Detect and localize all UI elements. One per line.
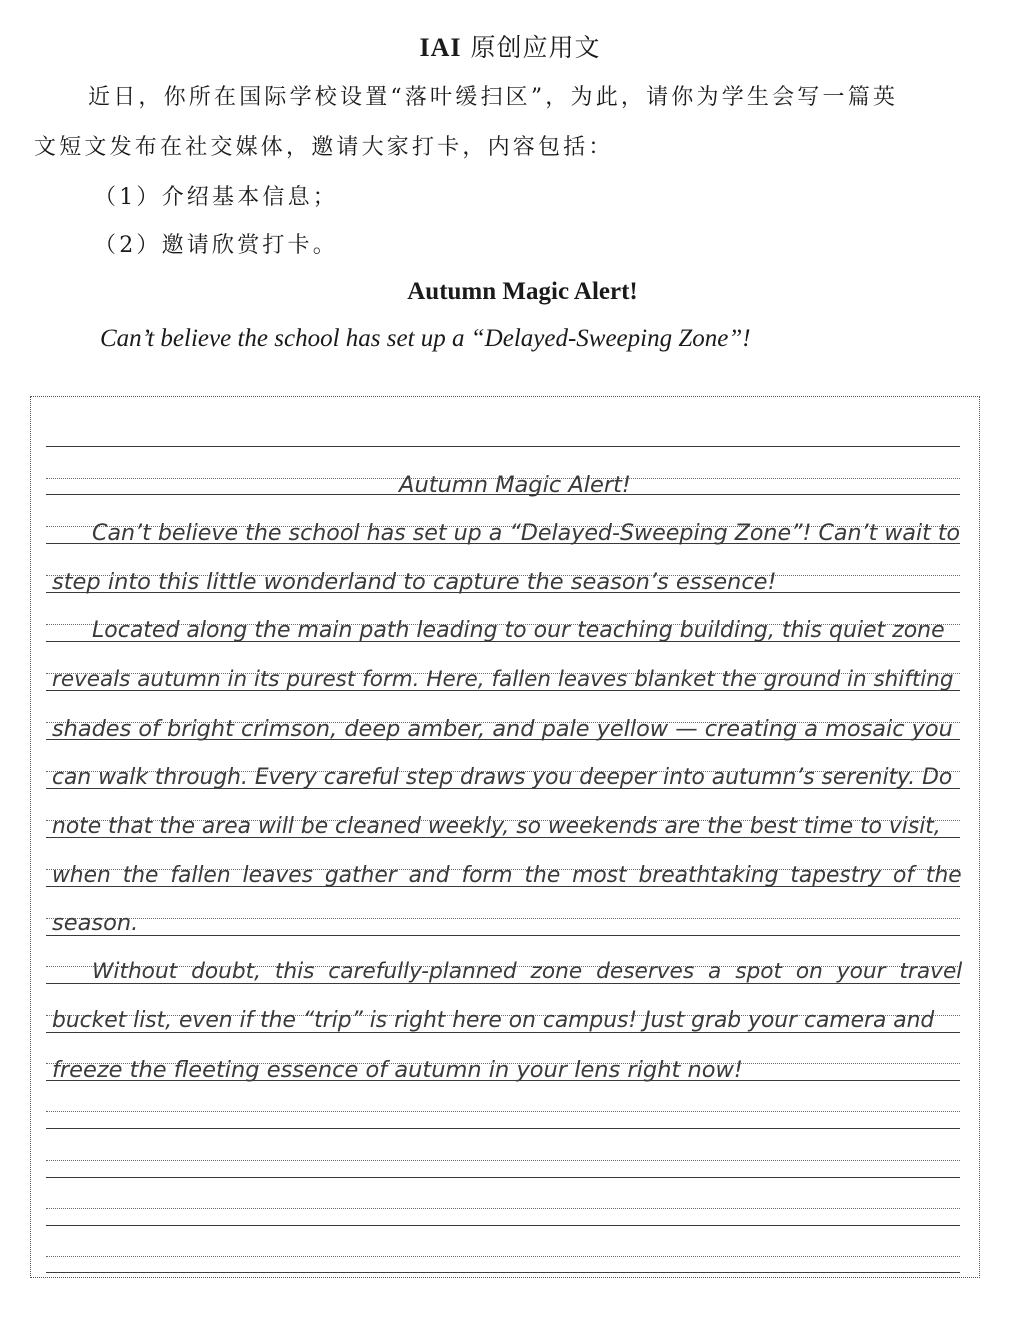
given-first-sentence: Can’t believe the school has set up a “Delayed-Sweeping Zone”! bbox=[100, 325, 751, 352]
prompt-line-1: 近日，你所在国际学校设置“落叶缓扫区”，为此，请你为学生会写一篇英 bbox=[88, 85, 899, 110]
given-title: Autumn Magic Alert! bbox=[407, 278, 638, 305]
answer-line: note that the area will be cleaned weekly, so weekends are the best time to visit, bbox=[52, 814, 941, 839]
rule-dotted bbox=[46, 1208, 960, 1209]
rule-solid bbox=[46, 446, 960, 447]
rule-solid bbox=[46, 1272, 960, 1273]
prompt-item-2: （2）邀请欣赏打卡。 bbox=[94, 233, 338, 258]
answer-line: freeze the fleeting essence of autumn in your lens right now! bbox=[52, 1057, 743, 1083]
rule-dotted bbox=[46, 1160, 960, 1161]
answer-line: step into this little wonderland to capture the season’s essence! bbox=[52, 569, 777, 595]
rule-solid bbox=[46, 1128, 960, 1129]
answer-line: Can’t believe the school has set up a “Delayed-Sweeping Zone”! Can’t wait to bbox=[92, 520, 961, 546]
rule-dotted bbox=[46, 918, 960, 919]
page-title: IAI 原创应用文 bbox=[419, 33, 601, 62]
answer-line: bucket list, even if the “trip” is right here on campus! Just grab your camera and bbox=[52, 1008, 935, 1033]
rule-dotted bbox=[46, 1256, 960, 1257]
answer-line: can walk through. Every careful step draws you deeper into autumn’s serenity. Do bbox=[52, 765, 953, 790]
answer-line: reveals autumn in its purest form. Here, fallen leaves blanket the ground in shifting bbox=[52, 667, 954, 692]
answer-title: Autumn Magic Alert! bbox=[399, 472, 631, 498]
rule-dotted bbox=[46, 1111, 960, 1112]
rule-solid bbox=[46, 1225, 960, 1226]
answer-line: Located along the main path leading to our teaching building, this quiet zone bbox=[92, 618, 945, 643]
prompt-line-2: 文短文发布在社交媒体，邀请大家打卡，内容包括： bbox=[34, 135, 614, 160]
answer-line: Without doubt, this carefully-planned zone deserves a spot on your travel bbox=[92, 959, 963, 984]
rule-solid bbox=[46, 1177, 960, 1178]
prompt-item-1: （1）介绍基本信息； bbox=[94, 185, 338, 210]
answer-line: shades of bright crimson, deep amber, and pale yellow — creating a mosaic you bbox=[52, 716, 953, 742]
answer-line: when the fallen leaves gather and form the most breathtaking tapestry of the bbox=[52, 863, 962, 888]
rule-solid bbox=[46, 935, 960, 936]
answer-line: season. bbox=[52, 910, 139, 936]
